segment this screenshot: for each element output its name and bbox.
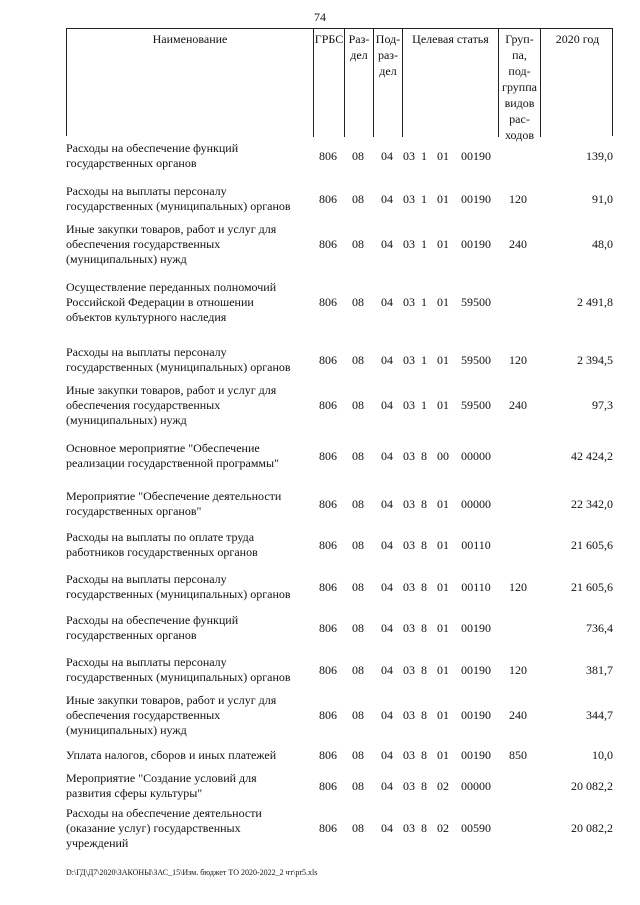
cell-grbs: 806 — [319, 663, 337, 677]
row-name-line: государственных (муниципальных) органов — [66, 199, 291, 213]
cell-sum: 91,0 — [592, 192, 613, 206]
row-name-line: Уплата налогов, сборов и иных платежей — [66, 748, 277, 762]
row-name-line: развития сферы культуры" — [66, 786, 203, 800]
cell-t2: 1 — [421, 295, 427, 309]
cell-prz: 04 — [381, 237, 393, 251]
row-name-line: (муниципальных) нужд — [66, 252, 187, 266]
cell-prz: 04 — [381, 663, 393, 677]
cell-t2: 8 — [421, 821, 427, 835]
header-name: Наименование — [152, 32, 228, 46]
cell-sum: 42 424,2 — [571, 449, 613, 463]
cell-rz: 08 — [352, 192, 364, 206]
row-name-line: Расходы на выплаты персоналу — [66, 184, 227, 198]
cell-t4: 00190 — [461, 708, 491, 722]
row-name — [66, 530, 312, 560]
row-name — [66, 222, 312, 267]
cell-t2: 8 — [421, 708, 427, 722]
cell-sum: 20 082,2 — [571, 779, 613, 793]
row-name-line: Расходы на обеспечение функций — [66, 141, 239, 155]
row-name — [66, 693, 312, 738]
cell-t2: 8 — [421, 497, 427, 511]
header-razdel-line: Раз- — [348, 32, 370, 46]
cell-t3: 01 — [437, 398, 449, 412]
cell-prz: 04 — [381, 821, 393, 835]
cell-t1: 03 — [403, 295, 415, 309]
row-name-line: государственных органов" — [66, 504, 202, 518]
header-podrazdel-line: раз- — [377, 48, 399, 62]
cell-grbs: 806 — [319, 449, 337, 463]
cell-t1: 03 — [403, 663, 415, 677]
row-name-line: (оказание услуг) государственных — [66, 821, 241, 835]
cell-vr: 240 — [509, 237, 527, 251]
cell-t4: 00190 — [461, 192, 491, 206]
row-name-line: государственных (муниципальных) органов — [66, 360, 291, 374]
header-grbs: ГРБС — [313, 29, 344, 137]
cell-t4: 00190 — [461, 149, 491, 163]
cell-prz: 04 — [381, 353, 393, 367]
cell-prz: 04 — [381, 192, 393, 206]
cell-vr: 120 — [509, 663, 527, 677]
cell-t3: 01 — [437, 621, 449, 635]
cell-t4: 00110 — [461, 580, 491, 594]
cell-prz: 04 — [381, 748, 393, 762]
cell-t3: 02 — [437, 821, 449, 835]
row-name — [66, 345, 312, 375]
cell-t3: 01 — [437, 353, 449, 367]
row-name-line: Расходы на выплаты персоналу — [66, 345, 227, 359]
cell-t1: 03 — [403, 398, 415, 412]
cell-t3: 01 — [437, 295, 449, 309]
header-podrazdel-line: дел — [379, 64, 397, 78]
row-name-line: Иные закупки товаров, работ и услуг для — [66, 383, 277, 397]
row-name — [66, 572, 312, 602]
cell-grbs: 806 — [319, 353, 337, 367]
cell-t1: 03 — [403, 708, 415, 722]
row-name-line: государственных органов — [66, 628, 197, 642]
row-name — [66, 280, 312, 325]
cell-t2: 8 — [421, 449, 427, 463]
cell-sum: 2 394,5 — [577, 353, 613, 367]
cell-vr: 120 — [509, 353, 527, 367]
header-vid-line: под- — [508, 64, 531, 78]
cell-grbs: 806 — [319, 237, 337, 251]
cell-t3: 01 — [437, 708, 449, 722]
row-name — [66, 806, 312, 851]
row-name — [66, 184, 312, 214]
cell-t1: 03 — [403, 497, 415, 511]
cell-vr: 850 — [509, 748, 527, 762]
cell-t2: 8 — [421, 621, 427, 635]
cell-t3: 01 — [437, 538, 449, 552]
cell-sum: 381,7 — [586, 663, 613, 677]
header-podrazdel — [373, 29, 402, 137]
cell-t4: 00000 — [461, 449, 491, 463]
row-name-line: (муниципальных) нужд — [66, 723, 187, 737]
row-name-line: обеспечения государственных — [66, 708, 221, 722]
row-name-line: работников государственных органов — [66, 545, 258, 559]
cell-prz: 04 — [381, 295, 393, 309]
header-year: 2020 год — [540, 29, 614, 137]
cell-prz: 04 — [381, 449, 393, 463]
cell-rz: 08 — [352, 237, 364, 251]
header-vid-line: ходов — [505, 128, 534, 142]
cell-prz: 04 — [381, 398, 393, 412]
row-name — [66, 655, 312, 685]
cell-prz: 04 — [381, 149, 393, 163]
cell-prz: 04 — [381, 621, 393, 635]
cell-sum: 139,0 — [586, 149, 613, 163]
row-name-line: (муниципальных) нужд — [66, 413, 187, 427]
cell-grbs: 806 — [319, 821, 337, 835]
cell-t1: 03 — [403, 538, 415, 552]
cell-t1: 03 — [403, 621, 415, 635]
row-name-line: Мероприятие "Обеспечение деятельности — [66, 489, 282, 503]
cell-t3: 01 — [437, 580, 449, 594]
cell-grbs: 806 — [319, 398, 337, 412]
cell-vr: 240 — [509, 398, 527, 412]
row-name — [66, 141, 312, 171]
cell-grbs: 806 — [319, 708, 337, 722]
header-vid-line: группа — [502, 80, 537, 94]
cell-t4: 59500 — [461, 353, 491, 367]
cell-rz: 08 — [352, 497, 364, 511]
cell-t4: 00590 — [461, 821, 491, 835]
row-name-line: Расходы на обеспечение деятельности — [66, 806, 262, 820]
row-name-line: Расходы на обеспечение функций — [66, 613, 239, 627]
cell-sum: 21 605,6 — [571, 538, 613, 552]
cell-t2: 8 — [421, 538, 427, 552]
cell-t2: 1 — [421, 353, 427, 367]
cell-t3: 01 — [437, 748, 449, 762]
cell-t3: 02 — [437, 779, 449, 793]
cell-rz: 08 — [352, 663, 364, 677]
cell-grbs: 806 — [319, 149, 337, 163]
row-name-line: Основное мероприятие "Обеспечение — [66, 441, 260, 455]
cell-rz: 08 — [352, 538, 364, 552]
row-name-line: Иные закупки товаров, работ и услуг для — [66, 693, 277, 707]
cell-t2: 1 — [421, 149, 427, 163]
row-name-line: объектов культурного наследия — [66, 310, 227, 324]
cell-sum: 344,7 — [586, 708, 613, 722]
cell-t1: 03 — [403, 353, 415, 367]
cell-t3: 01 — [437, 497, 449, 511]
cell-vr: 240 — [509, 708, 527, 722]
cell-t4: 00000 — [461, 497, 491, 511]
cell-rz: 08 — [352, 708, 364, 722]
file-path: D:\ГД\Д7\2020\ЗАКОНЫ\ЗАС_15\Изм. бюджет ТО 2020-2022_2 чт\pr5.xls — [66, 868, 318, 877]
header-vid-line: Груп- — [505, 32, 534, 46]
cell-t4: 59500 — [461, 398, 491, 412]
cell-t3: 01 — [437, 663, 449, 677]
cell-rz: 08 — [352, 580, 364, 594]
cell-t1: 03 — [403, 779, 415, 793]
row-name — [66, 383, 312, 428]
cell-t3: 01 — [437, 237, 449, 251]
cell-grbs: 806 — [319, 580, 337, 594]
header-podrazdel-line: Под- — [375, 32, 401, 46]
cell-prz: 04 — [381, 497, 393, 511]
cell-sum: 2 491,8 — [577, 295, 613, 309]
cell-sum: 97,3 — [592, 398, 613, 412]
row-name — [66, 489, 312, 519]
cell-prz: 04 — [381, 538, 393, 552]
header-razdel-line: дел — [350, 48, 368, 62]
row-name — [66, 748, 312, 763]
cell-t1: 03 — [403, 237, 415, 251]
cell-t2: 8 — [421, 663, 427, 677]
cell-t3: 01 — [437, 192, 449, 206]
row-name-line: Расходы на выплаты персоналу — [66, 572, 227, 586]
row-name-line: Расходы на выплаты по оплате труда — [66, 530, 255, 544]
cell-t1: 03 — [403, 580, 415, 594]
row-name-line: обеспечения государственных — [66, 237, 221, 251]
cell-t3: 00 — [437, 449, 449, 463]
cell-t3: 01 — [437, 149, 449, 163]
cell-rz: 08 — [352, 149, 364, 163]
cell-vr: 120 — [509, 192, 527, 206]
cell-t1: 03 — [403, 821, 415, 835]
row-name-line: реализации государственной программы" — [66, 456, 279, 470]
cell-t1: 03 — [403, 192, 415, 206]
cell-sum: 736,4 — [586, 621, 613, 635]
cell-sum: 10,0 — [592, 748, 613, 762]
cell-grbs: 806 — [319, 295, 337, 309]
page-number: 74 — [314, 10, 326, 24]
cell-grbs: 806 — [319, 192, 337, 206]
cell-grbs: 806 — [319, 748, 337, 762]
cell-t4: 00190 — [461, 237, 491, 251]
row-name-line: Расходы на выплаты персоналу — [66, 655, 227, 669]
cell-prz: 04 — [381, 580, 393, 594]
cell-grbs: 806 — [319, 538, 337, 552]
row-name-line: Мероприятие "Создание условий для — [66, 771, 257, 785]
header-target: Целевая статья — [402, 29, 498, 137]
cell-rz: 08 — [352, 398, 364, 412]
cell-t2: 1 — [421, 192, 427, 206]
cell-t2: 8 — [421, 748, 427, 762]
cell-rz: 08 — [352, 295, 364, 309]
header-vid-line: рас- — [509, 112, 530, 126]
cell-rz: 08 — [352, 353, 364, 367]
cell-t2: 1 — [421, 398, 427, 412]
row-name — [66, 771, 312, 801]
row-name-line: государственных (муниципальных) органов — [66, 587, 291, 601]
cell-vr: 120 — [509, 580, 527, 594]
header-razdel — [344, 29, 373, 137]
cell-rz: 08 — [352, 449, 364, 463]
cell-t2: 8 — [421, 580, 427, 594]
row-name-line: государственных (муниципальных) органов — [66, 670, 291, 684]
cell-t2: 1 — [421, 237, 427, 251]
cell-rz: 08 — [352, 748, 364, 762]
cell-t4: 00190 — [461, 663, 491, 677]
row-name-line: Российской Федерации в отношении — [66, 295, 254, 309]
header-vid — [498, 29, 540, 142]
header-vid-line: па, — [512, 48, 527, 62]
cell-rz: 08 — [352, 779, 364, 793]
row-name — [66, 441, 312, 471]
cell-sum: 22 342,0 — [571, 497, 613, 511]
cell-rz: 08 — [352, 621, 364, 635]
cell-sum: 48,0 — [592, 237, 613, 251]
cell-t2: 8 — [421, 779, 427, 793]
cell-t4: 59500 — [461, 295, 491, 309]
table-header — [66, 28, 613, 142]
row-name-line: Осуществление переданных полномочий — [66, 280, 277, 294]
cell-t4: 00190 — [461, 621, 491, 635]
cell-t1: 03 — [403, 748, 415, 762]
cell-grbs: 806 — [319, 779, 337, 793]
row-name-line: государственных органов — [66, 156, 197, 170]
cell-grbs: 806 — [319, 621, 337, 635]
row-name-line: обеспечения государственных — [66, 398, 221, 412]
row-name-line: Иные закупки товаров, работ и услуг для — [66, 222, 277, 236]
cell-t4: 00190 — [461, 748, 491, 762]
cell-t1: 03 — [403, 449, 415, 463]
cell-t1: 03 — [403, 149, 415, 163]
cell-prz: 04 — [381, 779, 393, 793]
cell-t4: 00110 — [461, 538, 491, 552]
row-name — [66, 613, 312, 643]
cell-grbs: 806 — [319, 497, 337, 511]
cell-prz: 04 — [381, 708, 393, 722]
header-vid-line: видов — [504, 96, 535, 110]
cell-sum: 21 605,6 — [571, 580, 613, 594]
cell-t4: 00000 — [461, 779, 491, 793]
row-name-line: учреждений — [66, 836, 129, 850]
cell-sum: 20 082,2 — [571, 821, 613, 835]
cell-rz: 08 — [352, 821, 364, 835]
